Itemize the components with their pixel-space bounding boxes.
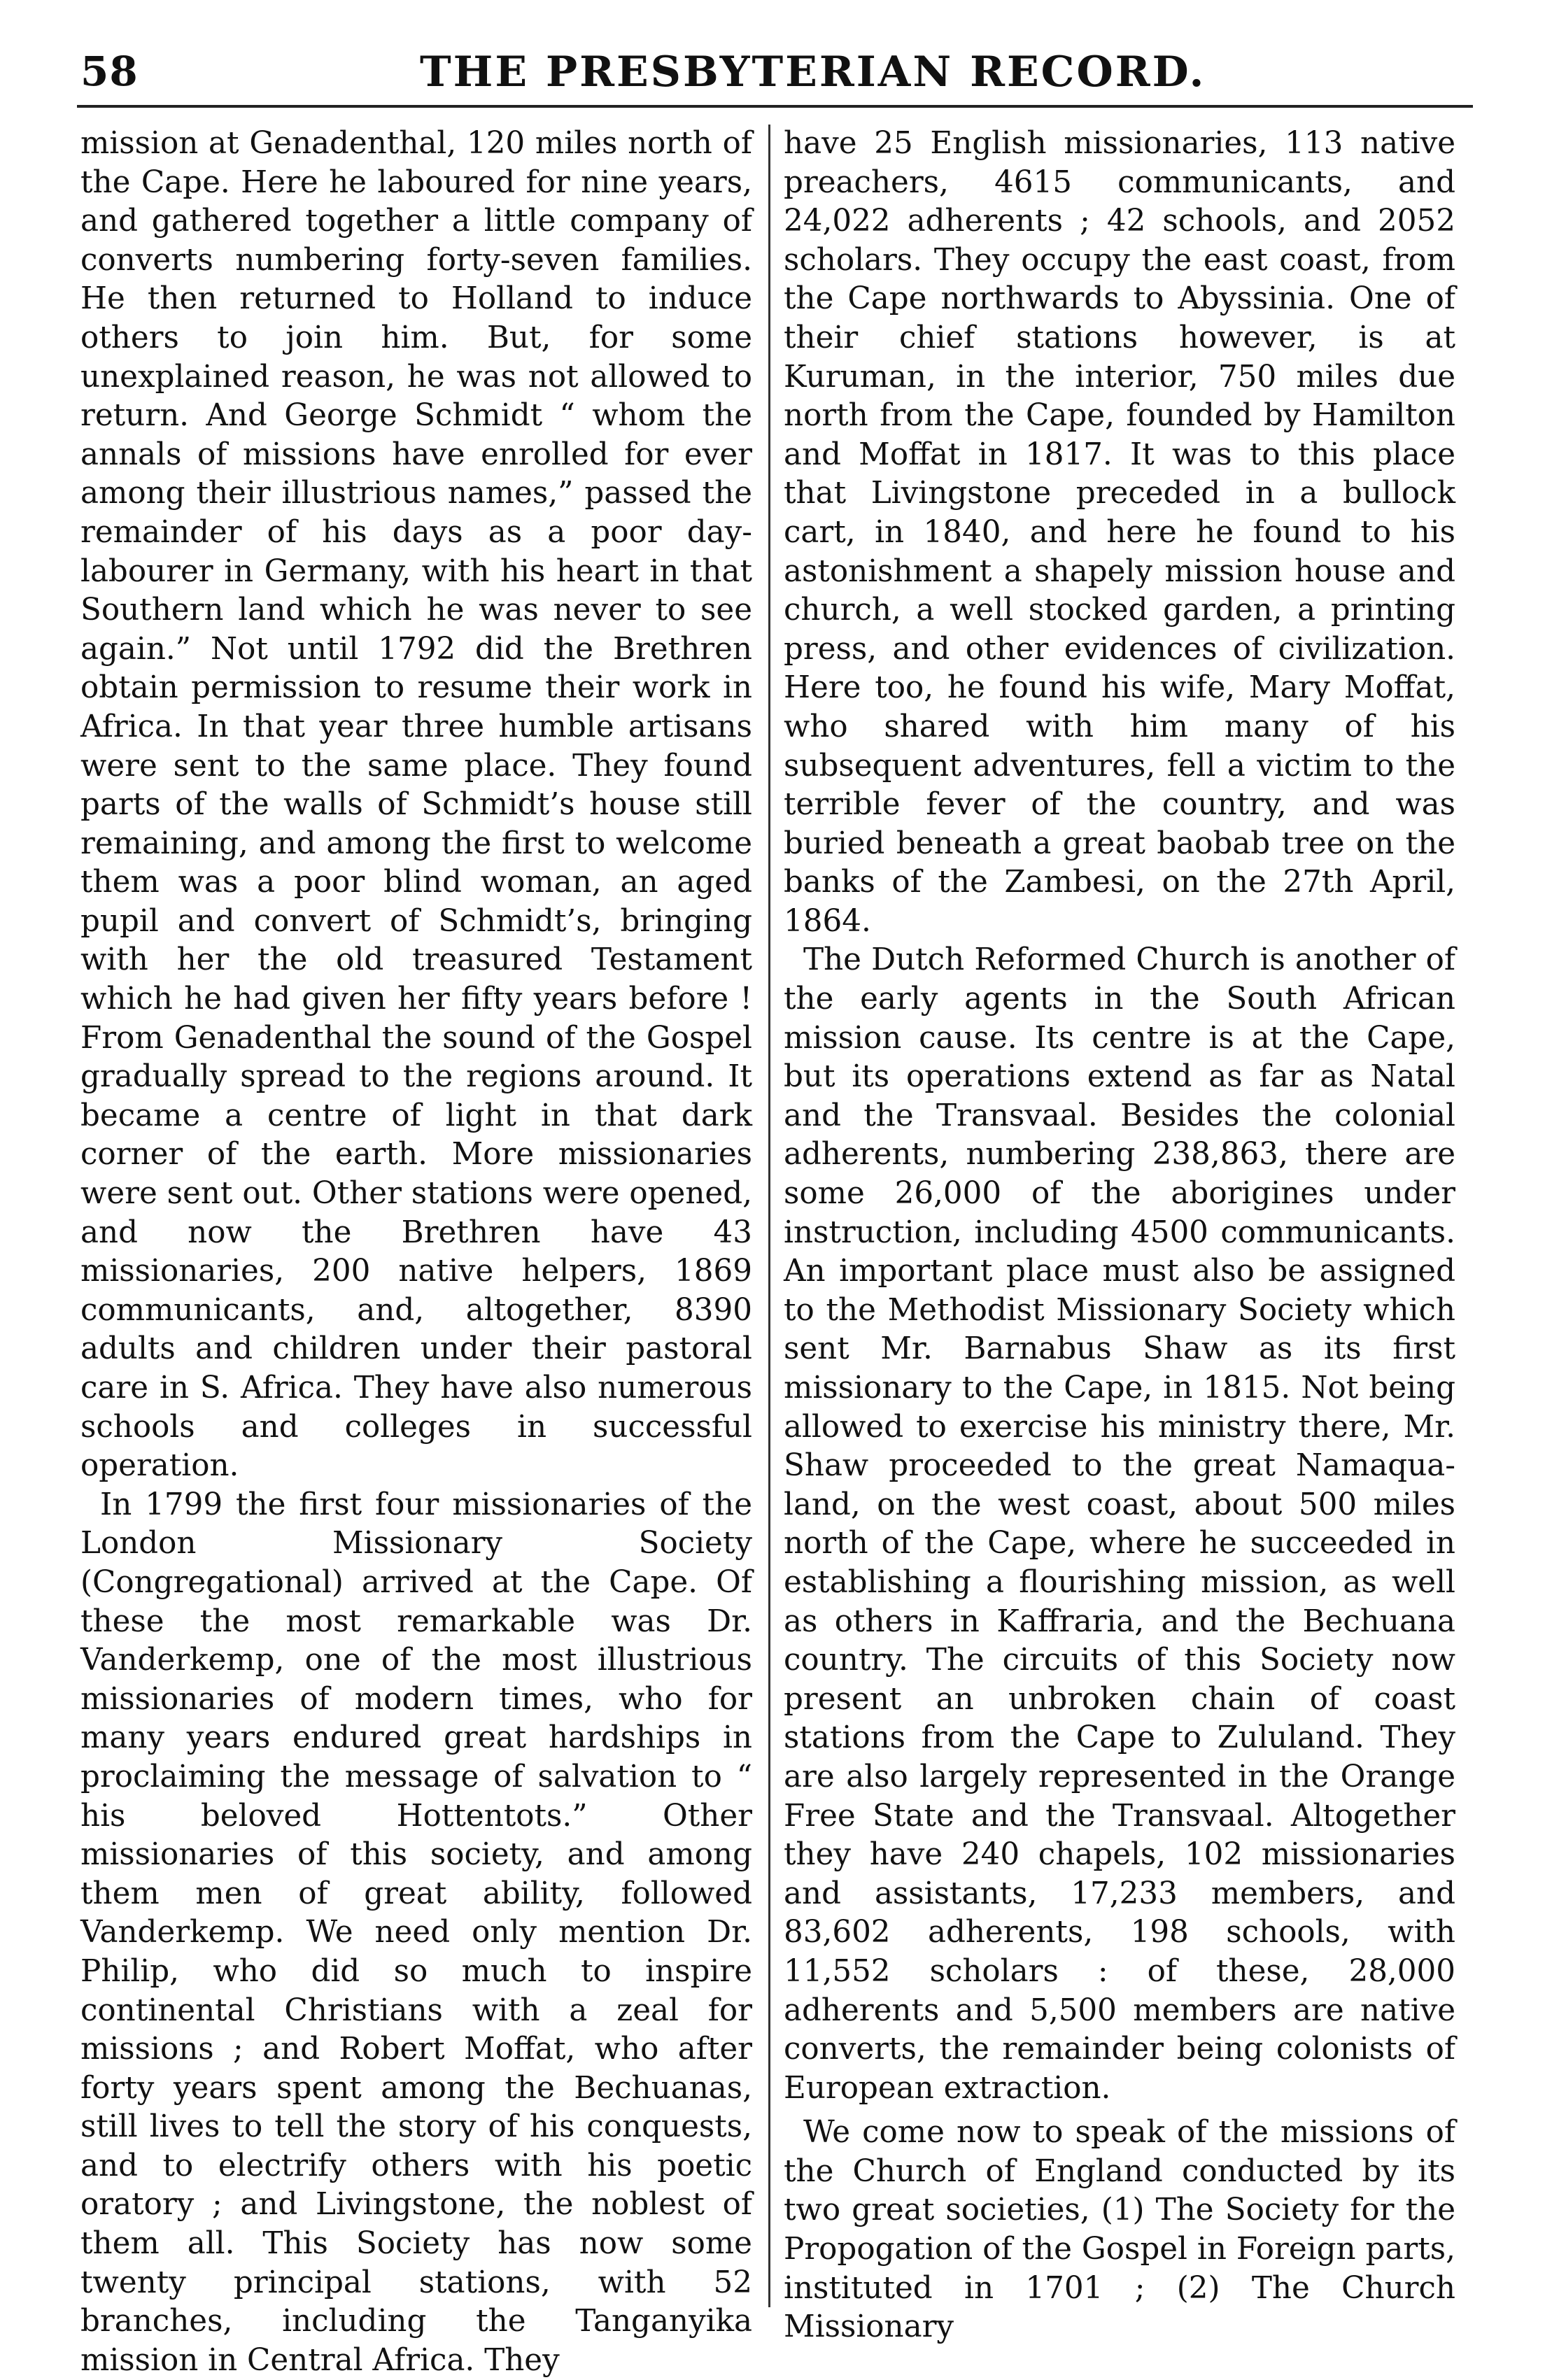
running-title: THE PRESBYTERIAN RECORD. [420,48,1206,97]
left-paragraph-2: In 1799 the first four missionaries of the London Missionary Society (Congregational) arrived at the Cape. Of these the most remarkable was Dr. Vanderkemp, one of the most illustrious missionaries of modern times, who for many years endured great hardships in proclaiming the message of salvation to “ his beloved Hottentots.” Other missionaries of this society, and among them men of great ability, followed Vanderkemp. We need only mention Dr. Philip, who did so much to inspire continental Christians with a zeal for missions ; and Robert Moffat, who after forty years spent among the Bechuanas, still lives to tell the story of his conquests, and to electrify others with his poetic oratory ; and Livingstone, the noblest of them all. This Society has now some twenty principal stations, with 52 branches, including the Tanganyika mission in Central Africa. They [80,1487,752,2378]
right-paragraph-2: The Dutch Reformed Church is another of the early agents in the South African mission cause. Its centre is at the Cape, but its operations extend as far as Natal and the Transvaal. Besides the colonial adherents, numbering 238,863, there are some 26,000 of the aborigines under instruction, including 4500 communicants. An important place must also be assigned to the Methodist Missionary Society which sent Mr. Barnabus Shaw as its first missionary to the Cape, in 1815. Not being allowed to exercise his ministry there, Mr. Shaw proceeded to the great Namaqua-land, on the west coast, about 500 miles north of the Cape, where he succeeded in establishing a flourishing mission, as well as others in Kaffraria, and the Bechuana country. The circuits of this Society now present an unbroken chain of coast stations from the Cape to Zululand. They are also largely represented in the Orange Free State and the Transvaal. Altogether they have 240 chapels, 102 missionaries and assistants, 17,233 members, and 83,602 adherents, 198 schools, with 11,552 scholars : of these, 28,000 adherents and 5,500 members are native converts, the remainder being colonists of European extraction. [784,942,1455,2106]
header-rule [77,105,1473,108]
left-paragraph-1: mission at Genadenthal, 120 miles north of the Cape. Here he laboured for nine years, and gathered together a little company of converts numbering forty-seven families. He then returned to Holland to induce others to join him. But, for some unexplained reason, he was not allowed to return. And George Schmidt “ whom the annals of missions have enrolled for ever among their illustrious names,” passed the remainder of his days as a poor day-labourer in Germany, with his heart in that Southern land which he was never to see again.” Not until 1792 did the Brethren obtain permission to resume their work in Africa. In that year three humble artisans were sent to the same place. They found parts of the walls of Schmidt’s house still remaining, and among the first to welcome them was a poor blind woman, an aged pupil and convert of Schmidt’s, bringing with her the old treasured Testament which he had given her fifty years before ! From Genadenthal the sound of the Gospel gradually spread to the regions around. It became a centre of light in that dark corner of the earth. More missionaries were sent out. Other stations were opened, and now the Brethren have 43 missionaries, 200 native helpers, 1869 communicants, and, altogether, 8390 adults and children under their pastoral care in S. Africa. They have also numerous schools and colleges in successful operation. [80,126,752,1484]
right-paragraph-3: We come now to speak of the missions of the Church of England conducted by its two great societies, (1) The Society for the Propogation of the Gospel in Foreign parts, instituted in 1701 ; (2) The Church Missionary [784,2115,1455,2345]
right-column [784,125,1455,2345]
page-number: 58 [80,48,139,95]
left-column [80,125,752,2378]
right-paragraph-1: have 25 English missionaries, 113 native preachers, 4615 communicants, and 24,022 adherents ; 42 schools, and 2052 scholars. They occupy the east coast, from the Cape northwards to Abyssinia. One of their chief stations however, is at Kuruman, in the interior, 750 miles due north from the Cape, founded by Hamilton and Moffat in 1817. It was to this place that Livingstone preceded in a bullock cart, in 1840, and here he found to his astonishment a shapely mission house and church, a well stocked garden, a printing press, and other evidences of civilization. Here too, he found his wife, Mary Moffat, who shared with him many of his subsequent adventures, fell a victim to the terrible fever of the country, and was buried beneath a great baobab tree on the banks of the Zambesi, on the 27th April, 1864. [784,126,1455,939]
column-divider [768,125,770,2307]
